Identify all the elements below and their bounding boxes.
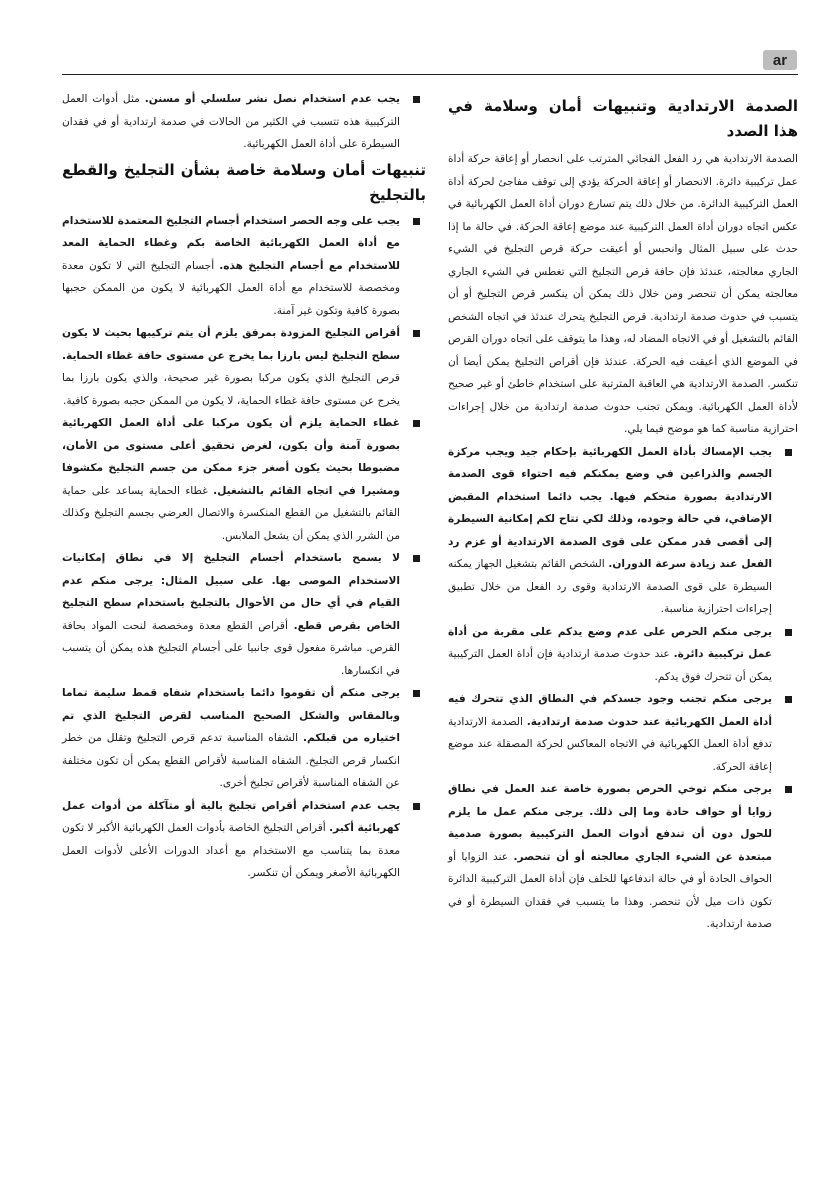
item-text: أجسام التجليخ التي لا تكون معدة ومخصصة للاستخدام مع أداة العمل الكهربائية لا يكون من الممكن حجبها بصورة كافية وتكون غير آمنة. [62,259,400,317]
item-bold-text: يجب الإمساك بأداة العمل الكهربائية بإحكام جيد ويجب مركزة الجسم والذراعين في وضع يمكنكم فيه احتواء قوى الصدمة الارتدادية بصورة متحكم فيها. يجب دائما استخدام المقبض الإضافي، في حالة وجوده، وذلك لكي تتاح لكم إمكانية السيطرة إلى أقصى قدر ممكن على قوى الصدمة الارتدادية أو عزم رد الفعل عند زيادة سرعة الدوران. [448,445,772,570]
item-bold-text: يجب على وجه الحصر استخدام أجسام التجليخ المعتمدة للاستخدام مع أداة العمل الكهربائية الخاصة بكم وغطاء الحماية المعد للاستخدام مع أجسام التجليخ هذه. [62,214,400,272]
list-item [62,210,426,323]
item-bold-text: لا يسمح باستخدام أجسام التجليخ إلا في نطاق إمكانيات الاستخدام الموصى بها. على سبيل المثال: يرجى منكم عدم القيام في أي حال من الأحوال بالتجليخ باستخدام سطح التجليخ الخاص بقرص قطع. [62,552,401,632]
list-item [62,547,426,682]
item-text: عند الزوايا أو الحواف الحادة أو في حالة اندفاعها للخلف فإن أداة العمل التركيبية الدائرة تكون ذات ميل لأن تنحصر. وهذا ما يتسبب في فقدان السيطرة أو في صدمة ارتدادية. [448,850,772,930]
square-bullet-icon [413,218,420,225]
kickback-list [448,441,798,936]
item-bold-text: يجب عدم استخدام نصل نشر سلسلي أو مسنن. [144,93,400,105]
square-bullet-icon [413,420,420,427]
item-text: الشخص القائم بتشغيل الجهاز يمكنه السيطرة على قوى الصدمة الارتدادية وقوى رد الفعل من خلال تطبيق إجراءات احترازية مناسبة. [448,558,772,615]
list-item [62,795,426,885]
item-text: غطاء الحماية يساعد على حماية القائم بالتشغيل من القطع المنكسرة والاتصال العرضي بجسم التجليخ وكذلك من الشرر الذي يمكن أن يشعل الملابس. [62,484,400,542]
item-text: قرص التجليخ الذي يكون مركبا بصورة غير صحيحة، والذي يكون بارزا بما يخرج عن مستوى حافة غطاء الحماية، لا يكون من الممكن حجبه بصورة كافية. [62,372,400,407]
item-bold-text: يجب عدم استخدام أقراص تجليخ بالية أو متآكلة من أدوات عمل كهربائية أكبر. [62,799,400,834]
list-item [448,778,798,936]
grinding-list [62,210,426,885]
square-bullet-icon [413,803,420,810]
grinding-heading: تنبيهات أمان وسلامة خاصة بشأن التجليخ والقطع بالتجليخ [62,160,426,204]
item-bold-text: يرجى منكم الحرص على عدم وضع يدكم على مقربة من أداة عمل تركيبية دائرة. [448,625,772,660]
item-text: مثل أدوات العمل التركيبية هذه تتسبب في الكثير من الحالات في صدمة ارتدادية أو في فقدان السيطرة على أداة العمل الكهربائية. [62,93,400,150]
square-bullet-icon [413,330,420,337]
square-bullet-icon [413,96,420,103]
list-item [448,441,798,621]
square-bullet-icon [413,555,420,562]
item-bold-text: يرجى منكم تجنب وجود جسدكم في النطاق الذي تتحرك فيه أداة العمل الكهربائية عند حدوث صدمة ارتدادية. [448,693,772,728]
list-item [62,88,426,156]
item-bold-text: أقراص التجليخ المزودة بمرفق يلزم أن يتم تركيبها بحيث لا يكون سطح التجليخ ليس بارزا بما يخرج عن مستوى حافة غطاء الحماية. [62,327,400,362]
language-badge: ar [763,50,797,70]
list-item [448,688,798,778]
square-bullet-icon [785,786,792,793]
saw-blade-list [62,88,426,156]
item-bold-text: يرجى منكم أن تقوموا دائما باستخدام شفاه قمط سليمة تماما وبالمقاس والشكل الصحيح المناسب لقرص التجليخ الذي تم اختياره من قبلكم. [62,687,401,744]
square-bullet-icon [785,696,792,703]
kickback-heading: الصدمة الارتدادية وتنبيهات أمان وسلامة في هذا الصدد [448,97,798,140]
item-text: أقراص التجليخ الخاصة بأدوات العمل الكهربائية الأكبر لا تكون معدة بما يتناسب مع الاستخدام مع أعداد الدورات الأعلى لأدوات العمل الكهربائية الأصغر ويمكن أن تنكسر. [62,822,400,879]
left-column [62,88,426,885]
list-item [62,412,426,547]
item-bold-text: يرجى منكم توخي الحرص بصورة خاصة عند العمل في نطاق زوايا أو حواف حادة وما إلى ذلك. يرجى منكم عمل ما يلزم للحول دون أن تندفع أدوات العمل التركيبية بصورة صدمية مبتعدة عن الشيء الجاري معالجته أو أن تنحصر. [448,783,772,863]
square-bullet-icon [785,629,792,636]
item-text: عند حدوث صدمة ارتدادية فإن أداة العمل التركيبية يمكن أن تتحرك فوق يدكم. [448,648,772,683]
item-text: الصدمة الارتدادية تدفع أداة العمل الكهربائية في الاتجاه المعاكس لحركة المصقلة عند موضع إعاقة الحركة. [448,715,772,773]
square-bullet-icon [785,449,792,456]
header-rule [62,74,798,75]
item-text: الشفاه المناسبة تدعم قرص التجليخ وتقلل من خطر انكسار قرص التجليخ. الشفاه المناسبة لأقراص القطع يمكن أن تكون مختلفة عن الشفاه المناسبة لأقراص تجليخ أخرى. [62,732,400,789]
item-bold-text: غطاء الحماية يلزم أن يكون مركبا على أداة العمل الكهربائية بصورة آمنة وأن يكون، لغرض تحقيق أعلى مستوى من الأمان، مضبوطا بحيث يكون أصغر جزء ممكن من جسم التجليخ مكشوفا ومشيرا في اتجاه القائم بالتشغيل. [62,417,401,497]
list-item [448,621,798,689]
item-text: أقراص القطع معدة ومخصصة لنحت المواد بحافة القرص. مباشرة مفعول قوى جانبيا على أجسام التجليخ هذه يمكن أن يتسبب في انكسارها. [62,619,400,677]
right-column [448,88,798,936]
square-bullet-icon [413,690,420,697]
kickback-intro: الصدمة الارتدادية هي رد الفعل الفجائي المترتب على انحصار أو إعاقة حركة أداة عمل تركيبية دائرة. الانحصار أو إعاقة الحركة يؤدي إلى توقف مفاجئ لحركة أداة العمل التركيبية الدائرة. من خلال ذلك يتم تسارع دوران أداة العمل الكهربائية في عكس اتجاه دوران أداة العمل التركيبية عند موضع إعاقة الحركة. في حالة ما إذا حدث على سبيل المثال وانحبس أو أعيقت حركة قرص التجليخ في الشيء الجاري معالجته، عندئذ فإن حافة قرص التجليخ التي تغطس في الشيء الجاري معالجته يمكن أن تنحصر ومن خلال ذلك يمكن أن ينكسر قرص التجليخ أو أن يتسبب في حدوث صدمة ارتدادية. قرص التجليخ يتحرك عندئذ في اتجاه الشخص القائم بالتشغيل أو في الاتجاه المضاد له، وهذا ما يتوقف على اتجاه دوران القرص في الموضع الذي أعيقت فيه الحركة. عندئذ فإن أقراص التجليخ يمكن أيضا أن تنكسر. الصدمة الارتدادية هي العاقبة المترتبة على استخدام خاطئ أو غير صحيح لأداة العمل الكهربائية. ويمكن تجنب حدوث صدمة ارتدادية من خلال إجراءات احترازية مناسبة كما هو موضح فيما يلي. [448,153,798,435]
list-item [62,322,426,412]
list-item [62,682,426,795]
